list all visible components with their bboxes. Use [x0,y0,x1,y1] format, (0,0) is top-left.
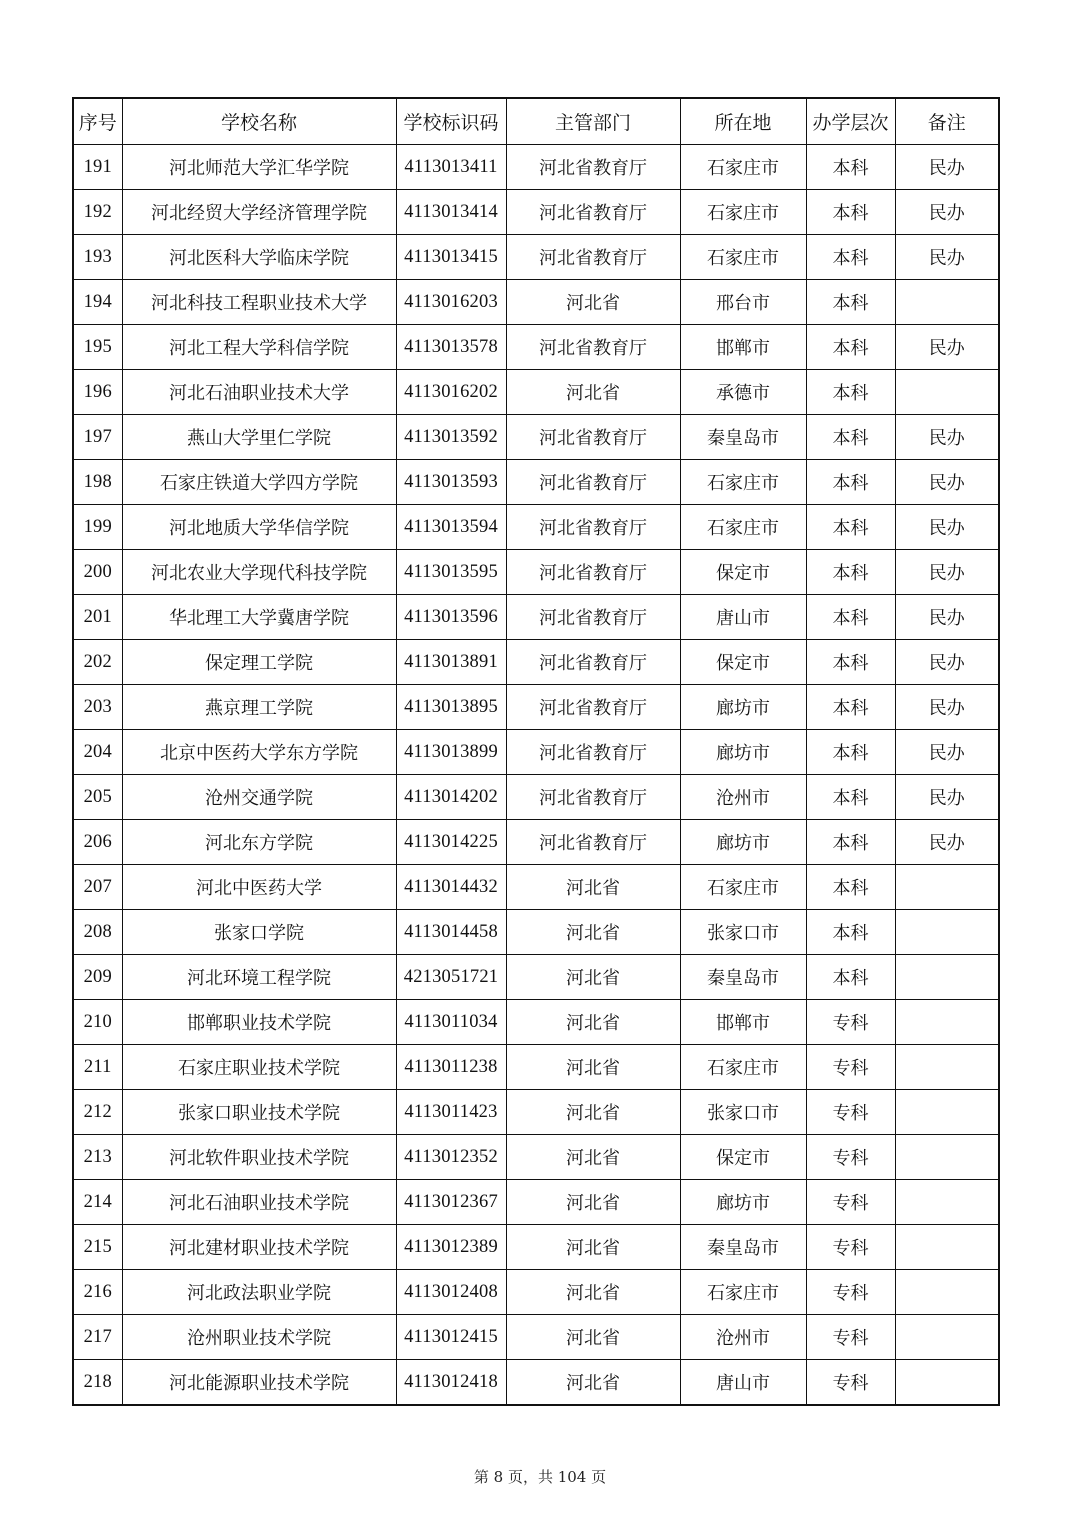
cell-school-name: 张家口学院 [122,910,396,955]
cell-department: 河北省 [506,1360,680,1406]
cell-department: 河北省 [506,865,680,910]
cell-school-code: 4113012408 [396,1270,506,1315]
cell-school-code: 4113012415 [396,1315,506,1360]
cell-department: 河北省教育厅 [506,505,680,550]
cell-serial-number: 191 [73,145,122,190]
cell-school-code: 4113013895 [396,685,506,730]
cell-serial-number: 213 [73,1135,122,1180]
cell-school-name: 燕山大学里仁学院 [122,415,396,460]
cell-department: 河北省教育厅 [506,325,680,370]
table-row [73,145,999,190]
cell-remark: 民办 [895,775,999,820]
cell-department: 河北省 [506,1225,680,1270]
cell-school-name: 河北科技工程职业技术大学 [122,280,396,325]
cell-remark: 民办 [895,460,999,505]
cell-level: 本科 [806,190,895,235]
cell-location: 石家庄市 [680,1270,806,1315]
cell-location: 保定市 [680,1135,806,1180]
cell-school-name: 河北师范大学汇华学院 [122,145,396,190]
cell-school-name: 河北环境工程学院 [122,955,396,1000]
cell-remark [895,280,999,325]
cell-department: 河北省教育厅 [506,595,680,640]
cell-serial-number: 204 [73,730,122,775]
cell-location: 廊坊市 [680,730,806,775]
cell-department: 河北省 [506,1000,680,1045]
cell-department: 河北省教育厅 [506,550,680,595]
table-row [73,1045,999,1090]
cell-department: 河北省 [506,1090,680,1135]
cell-remark [895,910,999,955]
cell-remark [895,1000,999,1045]
cell-serial-number: 205 [73,775,122,820]
table-row [73,460,999,505]
cell-school-name: 华北理工大学冀唐学院 [122,595,396,640]
cell-school-name: 河北农业大学现代科技学院 [122,550,396,595]
cell-level: 本科 [806,415,895,460]
cell-remark [895,370,999,415]
cell-level: 本科 [806,775,895,820]
cell-level: 专科 [806,1270,895,1315]
table-row [73,865,999,910]
cell-school-name: 河北中医药大学 [122,865,396,910]
cell-level: 本科 [806,325,895,370]
cell-level: 本科 [806,550,895,595]
cell-department: 河北省 [506,910,680,955]
cell-level: 本科 [806,145,895,190]
table-row [73,1270,999,1315]
table-row [73,1315,999,1360]
cell-school-code: 4113013596 [396,595,506,640]
cell-school-code: 4213051721 [396,955,506,1000]
cell-location: 张家口市 [680,1090,806,1135]
cell-serial-number: 208 [73,910,122,955]
cell-serial-number: 201 [73,595,122,640]
cell-location: 唐山市 [680,1360,806,1406]
cell-serial-number: 195 [73,325,122,370]
cell-department: 河北省 [506,1045,680,1090]
table-row [73,730,999,775]
cell-school-code: 4113012418 [396,1360,506,1406]
cell-level: 本科 [806,235,895,280]
cell-level: 专科 [806,1360,895,1406]
cell-serial-number: 217 [73,1315,122,1360]
cell-serial-number: 196 [73,370,122,415]
table-row [73,955,999,1000]
table-row [73,1180,999,1225]
cell-serial-number: 199 [73,505,122,550]
cell-school-code: 4113012389 [396,1225,506,1270]
cell-serial-number: 193 [73,235,122,280]
cell-department: 河北省教育厅 [506,145,680,190]
cell-school-name: 石家庄职业技术学院 [122,1045,396,1090]
cell-remark: 民办 [895,190,999,235]
cell-serial-number: 194 [73,280,122,325]
table-row [73,640,999,685]
header-level: 办学层次 [806,98,895,145]
cell-school-name: 河北石油职业技术学院 [122,1180,396,1225]
cell-remark [895,1090,999,1135]
cell-serial-number: 202 [73,640,122,685]
cell-school-name: 河北政法职业学院 [122,1270,396,1315]
cell-school-code: 4113016203 [396,280,506,325]
cell-location: 石家庄市 [680,460,806,505]
cell-remark: 民办 [895,685,999,730]
cell-level: 专科 [806,1225,895,1270]
table-row [73,280,999,325]
cell-location: 石家庄市 [680,865,806,910]
cell-serial-number: 206 [73,820,122,865]
table-row [73,820,999,865]
cell-remark [895,1180,999,1225]
cell-serial-number: 210 [73,1000,122,1045]
cell-serial-number: 212 [73,1090,122,1135]
table-header-row [73,98,999,145]
cell-location: 邯郸市 [680,1000,806,1045]
cell-serial-number: 203 [73,685,122,730]
cell-department: 河北省 [506,1135,680,1180]
cell-remark [895,1360,999,1406]
cell-school-code: 4113011423 [396,1090,506,1135]
cell-department: 河北省教育厅 [506,775,680,820]
cell-remark: 民办 [895,325,999,370]
cell-school-code: 4113016202 [396,370,506,415]
cell-school-name: 河北东方学院 [122,820,396,865]
cell-serial-number: 197 [73,415,122,460]
cell-level: 专科 [806,1000,895,1045]
header-school-name: 学校名称 [122,98,396,145]
cell-level: 专科 [806,1315,895,1360]
cell-serial-number: 192 [73,190,122,235]
table-row [73,1135,999,1180]
cell-school-code: 4113013595 [396,550,506,595]
cell-level: 本科 [806,370,895,415]
cell-remark [895,1225,999,1270]
cell-location: 唐山市 [680,595,806,640]
cell-department: 河北省 [506,955,680,1000]
cell-school-name: 燕京理工学院 [122,685,396,730]
cell-remark [895,1045,999,1090]
cell-department: 河北省 [506,280,680,325]
header-location: 所在地 [680,98,806,145]
cell-location: 石家庄市 [680,505,806,550]
cell-location: 沧州市 [680,775,806,820]
table-row [73,370,999,415]
cell-school-name: 河北医科大学临床学院 [122,235,396,280]
cell-remark: 民办 [895,505,999,550]
cell-department: 河北省 [506,370,680,415]
cell-department: 河北省教育厅 [506,640,680,685]
cell-location: 保定市 [680,550,806,595]
cell-remark [895,865,999,910]
cell-serial-number: 200 [73,550,122,595]
cell-level: 专科 [806,1090,895,1135]
cell-department: 河北省教育厅 [506,235,680,280]
cell-remark: 民办 [895,415,999,460]
table-row [73,550,999,595]
table-row [73,325,999,370]
cell-remark: 民办 [895,595,999,640]
cell-school-code: 4113014432 [396,865,506,910]
cell-school-code: 4113013411 [396,145,506,190]
cell-school-code: 4113012367 [396,1180,506,1225]
cell-remark: 民办 [895,820,999,865]
cell-school-code: 4113013578 [396,325,506,370]
table-body [73,145,999,1406]
cell-school-code: 4113013414 [396,190,506,235]
cell-school-name: 河北建材职业技术学院 [122,1225,396,1270]
cell-school-name: 河北石油职业技术大学 [122,370,396,415]
cell-school-name: 北京中医药大学东方学院 [122,730,396,775]
cell-department: 河北省教育厅 [506,820,680,865]
table-row [73,505,999,550]
cell-school-name: 河北能源职业技术学院 [122,1360,396,1406]
cell-level: 本科 [806,955,895,1000]
cell-level: 本科 [806,640,895,685]
cell-serial-number: 215 [73,1225,122,1270]
cell-serial-number: 216 [73,1270,122,1315]
cell-level: 专科 [806,1180,895,1225]
header-serial-number: 序号 [73,98,122,145]
cell-remark [895,1270,999,1315]
cell-department: 河北省教育厅 [506,190,680,235]
page-number-footer: 第 8 页，共 104 页 [473,1468,607,1486]
cell-serial-number: 198 [73,460,122,505]
cell-level: 本科 [806,685,895,730]
cell-remark: 民办 [895,730,999,775]
cell-school-code: 4113013415 [396,235,506,280]
cell-location: 邯郸市 [680,325,806,370]
cell-school-code: 4113013593 [396,460,506,505]
header-department: 主管部门 [506,98,680,145]
cell-department: 河北省教育厅 [506,415,680,460]
cell-remark [895,955,999,1000]
cell-remark: 民办 [895,235,999,280]
cell-level: 专科 [806,1045,895,1090]
cell-school-name: 河北地质大学华信学院 [122,505,396,550]
cell-location: 廊坊市 [680,685,806,730]
cell-location: 秦皇岛市 [680,1225,806,1270]
table-row [73,190,999,235]
cell-department: 河北省教育厅 [506,685,680,730]
cell-level: 本科 [806,865,895,910]
cell-school-code: 4113011034 [396,1000,506,1045]
table-row [73,685,999,730]
table-row [73,1225,999,1270]
cell-remark: 民办 [895,640,999,685]
cell-school-code: 4113014225 [396,820,506,865]
table-row [73,415,999,460]
cell-serial-number: 214 [73,1180,122,1225]
cell-remark [895,1135,999,1180]
table-row [73,1000,999,1045]
cell-location: 石家庄市 [680,190,806,235]
cell-location: 秦皇岛市 [680,955,806,1000]
cell-school-name: 河北经贸大学经济管理学院 [122,190,396,235]
cell-department: 河北省 [506,1270,680,1315]
cell-level: 本科 [806,910,895,955]
cell-remark [895,1315,999,1360]
table-row [73,1360,999,1406]
table-row [73,910,999,955]
school-list-table [72,97,1000,1406]
header-remark: 备注 [895,98,999,145]
cell-level: 专科 [806,1135,895,1180]
table-row [73,595,999,640]
cell-location: 石家庄市 [680,235,806,280]
cell-school-name: 张家口职业技术学院 [122,1090,396,1135]
cell-location: 石家庄市 [680,145,806,190]
cell-location: 秦皇岛市 [680,415,806,460]
cell-serial-number: 218 [73,1360,122,1406]
header-school-code: 学校标识码 [396,98,506,145]
cell-location: 保定市 [680,640,806,685]
cell-location: 廊坊市 [680,1180,806,1225]
cell-remark: 民办 [895,145,999,190]
cell-level: 本科 [806,820,895,865]
cell-school-code: 4113014458 [396,910,506,955]
cell-school-name: 保定理工学院 [122,640,396,685]
cell-serial-number: 211 [73,1045,122,1090]
cell-location: 廊坊市 [680,820,806,865]
cell-school-code: 4113013594 [396,505,506,550]
cell-remark: 民办 [895,550,999,595]
cell-serial-number: 207 [73,865,122,910]
cell-school-name: 河北工程大学科信学院 [122,325,396,370]
cell-school-name: 邯郸职业技术学院 [122,1000,396,1045]
cell-school-code: 4113013891 [396,640,506,685]
cell-level: 本科 [806,595,895,640]
cell-level: 本科 [806,280,895,325]
cell-serial-number: 209 [73,955,122,1000]
table-row [73,235,999,280]
cell-location: 承德市 [680,370,806,415]
cell-school-code: 4113013899 [396,730,506,775]
cell-department: 河北省 [506,1315,680,1360]
cell-school-name: 河北软件职业技术学院 [122,1135,396,1180]
cell-department: 河北省 [506,1180,680,1225]
table-row [73,775,999,820]
cell-school-name: 石家庄铁道大学四方学院 [122,460,396,505]
cell-school-name: 沧州职业技术学院 [122,1315,396,1360]
cell-location: 石家庄市 [680,1045,806,1090]
cell-department: 河北省教育厅 [506,730,680,775]
cell-school-code: 4113014202 [396,775,506,820]
cell-school-code: 4113013592 [396,415,506,460]
cell-department: 河北省教育厅 [506,460,680,505]
cell-level: 本科 [806,460,895,505]
cell-location: 张家口市 [680,910,806,955]
cell-level: 本科 [806,505,895,550]
cell-level: 本科 [806,730,895,775]
cell-school-code: 4113011238 [396,1045,506,1090]
cell-location: 邢台市 [680,280,806,325]
cell-location: 沧州市 [680,1315,806,1360]
cell-school-name: 沧州交通学院 [122,775,396,820]
cell-school-code: 4113012352 [396,1135,506,1180]
table-row [73,1090,999,1135]
